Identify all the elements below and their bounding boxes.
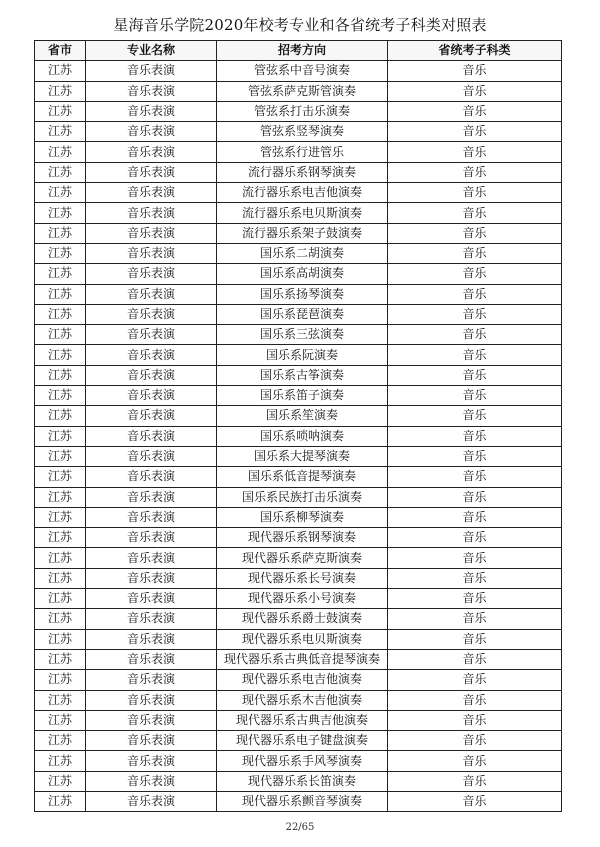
table-row <box>35 771 562 791</box>
table-row <box>35 426 562 446</box>
cell-direction: 流行器乐系电贝斯演奏 <box>217 203 388 223</box>
table-row <box>35 710 562 730</box>
cell-province: 江苏 <box>35 629 86 649</box>
cell-province: 江苏 <box>35 345 86 365</box>
cell-exam-category: 音乐 <box>388 304 562 324</box>
cell-direction: 现代器乐系小号演奏 <box>217 589 388 609</box>
cell-province: 江苏 <box>35 101 86 121</box>
cell-major-name: 音乐表演 <box>86 345 217 365</box>
cell-province: 江苏 <box>35 568 86 588</box>
cell-major-name: 音乐表演 <box>86 264 217 284</box>
cell-exam-category: 音乐 <box>388 223 562 243</box>
cell-province: 江苏 <box>35 649 86 669</box>
table-row <box>35 731 562 751</box>
cell-major-name: 音乐表演 <box>86 61 217 81</box>
cell-province: 江苏 <box>35 284 86 304</box>
cell-major-name: 音乐表演 <box>86 609 217 629</box>
cell-exam-category: 音乐 <box>388 81 562 101</box>
table-row <box>35 284 562 304</box>
cell-major-name: 音乐表演 <box>86 81 217 101</box>
cell-province: 江苏 <box>35 609 86 629</box>
cell-province: 江苏 <box>35 264 86 284</box>
cell-exam-category: 音乐 <box>388 426 562 446</box>
cell-province: 江苏 <box>35 487 86 507</box>
cell-major-name: 音乐表演 <box>86 162 217 182</box>
cell-direction: 管弦系竖琴演奏 <box>217 122 388 142</box>
table-row <box>35 649 562 669</box>
cell-exam-category: 音乐 <box>388 264 562 284</box>
cell-province: 江苏 <box>35 690 86 710</box>
cell-major-name: 音乐表演 <box>86 670 217 690</box>
table-row <box>35 264 562 284</box>
cell-direction: 国乐系柳琴演奏 <box>217 507 388 527</box>
table-row <box>35 122 562 142</box>
cell-direction: 国乐系笙演奏 <box>217 406 388 426</box>
cell-direction: 国乐系民族打击乐演奏 <box>217 487 388 507</box>
cell-province: 江苏 <box>35 243 86 263</box>
cell-major-name: 音乐表演 <box>86 122 217 142</box>
table-row <box>35 609 562 629</box>
cell-exam-category: 音乐 <box>388 203 562 223</box>
cell-direction: 国乐系阮演奏 <box>217 345 388 365</box>
table-row <box>35 101 562 121</box>
cell-major-name: 音乐表演 <box>86 101 217 121</box>
cell-exam-category: 音乐 <box>388 568 562 588</box>
cell-direction: 管弦系中音号演奏 <box>217 61 388 81</box>
cell-province: 江苏 <box>35 771 86 791</box>
table-row <box>35 386 562 406</box>
cell-exam-category: 音乐 <box>388 406 562 426</box>
table-row <box>35 304 562 324</box>
cell-major-name: 音乐表演 <box>86 751 217 771</box>
cell-major-name: 音乐表演 <box>86 690 217 710</box>
cell-exam-category: 音乐 <box>388 528 562 548</box>
document-title: 星海音乐学院2020年校考专业和各省统考子科类对照表 <box>113 16 487 34</box>
cell-major-name: 音乐表演 <box>86 386 217 406</box>
cell-major-name: 音乐表演 <box>86 223 217 243</box>
cell-province: 江苏 <box>35 406 86 426</box>
cell-direction: 国乐系古筝演奏 <box>217 365 388 385</box>
header-direction: 招考方向 <box>217 41 388 61</box>
cell-exam-category: 音乐 <box>388 467 562 487</box>
cell-direction: 国乐系三弦演奏 <box>217 325 388 345</box>
cell-major-name: 音乐表演 <box>86 304 217 324</box>
cell-direction: 现代器乐系古典低音提琴演奏 <box>217 649 388 669</box>
cell-direction: 流行器乐系电吉他演奏 <box>217 183 388 203</box>
cell-major-name: 音乐表演 <box>86 446 217 466</box>
cell-major-name: 音乐表演 <box>86 487 217 507</box>
table-row <box>35 507 562 527</box>
cell-direction: 现代器乐系颤音琴演奏 <box>217 791 388 811</box>
cell-exam-category: 音乐 <box>388 771 562 791</box>
cell-direction: 现代器乐系长号演奏 <box>217 568 388 588</box>
cell-major-name: 音乐表演 <box>86 426 217 446</box>
cell-exam-category: 音乐 <box>388 589 562 609</box>
cell-major-name: 音乐表演 <box>86 142 217 162</box>
cell-major-name: 音乐表演 <box>86 365 217 385</box>
cell-exam-category: 音乐 <box>388 386 562 406</box>
table-row <box>35 548 562 568</box>
cell-major-name: 音乐表演 <box>86 325 217 345</box>
cell-direction: 国乐系唢呐演奏 <box>217 426 388 446</box>
table-row <box>35 223 562 243</box>
cell-exam-category: 音乐 <box>388 183 562 203</box>
cell-major-name: 音乐表演 <box>86 568 217 588</box>
cell-major-name: 音乐表演 <box>86 183 217 203</box>
table-row <box>35 142 562 162</box>
cell-major-name: 音乐表演 <box>86 406 217 426</box>
cell-exam-category: 音乐 <box>388 365 562 385</box>
cell-direction: 现代器乐系钢琴演奏 <box>217 528 388 548</box>
cell-province: 江苏 <box>35 325 86 345</box>
cell-exam-category: 音乐 <box>388 284 562 304</box>
cell-direction: 现代器乐系长笛演奏 <box>217 771 388 791</box>
header-row <box>35 41 562 61</box>
cell-province: 江苏 <box>35 548 86 568</box>
table-row <box>35 345 562 365</box>
cell-direction: 管弦系行进管乐 <box>217 142 388 162</box>
cell-exam-category: 音乐 <box>388 101 562 121</box>
cell-province: 江苏 <box>35 751 86 771</box>
cell-province: 江苏 <box>35 304 86 324</box>
table-row <box>35 690 562 710</box>
cell-exam-category: 音乐 <box>388 751 562 771</box>
major-mapping-table <box>34 40 562 812</box>
cell-province: 江苏 <box>35 791 86 811</box>
cell-direction: 国乐系琵琶演奏 <box>217 304 388 324</box>
cell-exam-category: 音乐 <box>388 243 562 263</box>
table-body <box>35 61 562 812</box>
cell-exam-category: 音乐 <box>388 487 562 507</box>
cell-direction: 现代器乐系萨克斯演奏 <box>217 548 388 568</box>
cell-direction: 现代器乐系爵士鼓演奏 <box>217 609 388 629</box>
cell-exam-category: 音乐 <box>388 325 562 345</box>
cell-exam-category: 音乐 <box>388 345 562 365</box>
cell-major-name: 音乐表演 <box>86 771 217 791</box>
cell-major-name: 音乐表演 <box>86 589 217 609</box>
cell-direction: 管弦系萨克斯管演奏 <box>217 81 388 101</box>
cell-province: 江苏 <box>35 365 86 385</box>
cell-direction: 流行器乐系钢琴演奏 <box>217 162 388 182</box>
cell-exam-category: 音乐 <box>388 649 562 669</box>
table-row <box>35 589 562 609</box>
cell-province: 江苏 <box>35 446 86 466</box>
cell-major-name: 音乐表演 <box>86 203 217 223</box>
cell-direction: 现代器乐系手风琴演奏 <box>217 751 388 771</box>
table-row <box>35 446 562 466</box>
table-row <box>35 243 562 263</box>
cell-exam-category: 音乐 <box>388 791 562 811</box>
cell-direction: 现代器乐系古典吉他演奏 <box>217 710 388 730</box>
cell-province: 江苏 <box>35 589 86 609</box>
cell-major-name: 音乐表演 <box>86 507 217 527</box>
table-row <box>35 61 562 81</box>
table-row <box>35 629 562 649</box>
cell-province: 江苏 <box>35 61 86 81</box>
cell-province: 江苏 <box>35 426 86 446</box>
table-row <box>35 183 562 203</box>
cell-direction: 管弦系打击乐演奏 <box>217 101 388 121</box>
cell-major-name: 音乐表演 <box>86 731 217 751</box>
cell-exam-category: 音乐 <box>388 710 562 730</box>
table-row <box>35 670 562 690</box>
table-row <box>35 325 562 345</box>
table-row <box>35 406 562 426</box>
cell-major-name: 音乐表演 <box>86 710 217 730</box>
cell-province: 江苏 <box>35 467 86 487</box>
table-header <box>35 41 562 61</box>
cell-province: 江苏 <box>35 183 86 203</box>
cell-direction: 现代器乐系电贝斯演奏 <box>217 629 388 649</box>
table-row <box>35 568 562 588</box>
header-major-name: 专业名称 <box>86 41 217 61</box>
cell-direction: 流行器乐系架子鼓演奏 <box>217 223 388 243</box>
cell-direction: 国乐系扬琴演奏 <box>217 284 388 304</box>
table-row <box>35 487 562 507</box>
table-row <box>35 528 562 548</box>
cell-direction: 现代器乐系电子键盘演奏 <box>217 731 388 751</box>
cell-exam-category: 音乐 <box>388 609 562 629</box>
cell-province: 江苏 <box>35 223 86 243</box>
cell-major-name: 音乐表演 <box>86 284 217 304</box>
cell-exam-category: 音乐 <box>388 629 562 649</box>
cell-major-name: 音乐表演 <box>86 243 217 263</box>
cell-exam-category: 音乐 <box>388 122 562 142</box>
cell-exam-category: 音乐 <box>388 61 562 81</box>
cell-direction: 现代器乐系电吉他演奏 <box>217 670 388 690</box>
cell-province: 江苏 <box>35 162 86 182</box>
page-number: 22/65 <box>285 822 315 833</box>
cell-province: 江苏 <box>35 507 86 527</box>
cell-exam-category: 音乐 <box>388 507 562 527</box>
cell-province: 江苏 <box>35 528 86 548</box>
cell-province: 江苏 <box>35 122 86 142</box>
table-row <box>35 365 562 385</box>
cell-province: 江苏 <box>35 203 86 223</box>
cell-province: 江苏 <box>35 142 86 162</box>
cell-major-name: 音乐表演 <box>86 629 217 649</box>
cell-exam-category: 音乐 <box>388 446 562 466</box>
cell-exam-category: 音乐 <box>388 548 562 568</box>
cell-major-name: 音乐表演 <box>86 528 217 548</box>
cell-major-name: 音乐表演 <box>86 791 217 811</box>
table-row <box>35 791 562 811</box>
cell-exam-category: 音乐 <box>388 142 562 162</box>
cell-direction: 国乐系大提琴演奏 <box>217 446 388 466</box>
cell-major-name: 音乐表演 <box>86 548 217 568</box>
cell-province: 江苏 <box>35 731 86 751</box>
cell-province: 江苏 <box>35 81 86 101</box>
cell-province: 江苏 <box>35 670 86 690</box>
cell-major-name: 音乐表演 <box>86 467 217 487</box>
table-row <box>35 203 562 223</box>
header-province: 省市 <box>35 41 86 61</box>
cell-exam-category: 音乐 <box>388 162 562 182</box>
cell-exam-category: 音乐 <box>388 670 562 690</box>
cell-province: 江苏 <box>35 386 86 406</box>
cell-direction: 国乐系高胡演奏 <box>217 264 388 284</box>
table-row <box>35 162 562 182</box>
cell-direction: 国乐系低音提琴演奏 <box>217 467 388 487</box>
cell-exam-category: 音乐 <box>388 690 562 710</box>
table-row <box>35 467 562 487</box>
cell-direction: 现代器乐系木吉他演奏 <box>217 690 388 710</box>
cell-province: 江苏 <box>35 710 86 730</box>
table-row <box>35 81 562 101</box>
cell-exam-category: 音乐 <box>388 731 562 751</box>
header-exam-category: 省统考子科类 <box>388 41 562 61</box>
cell-direction: 国乐系二胡演奏 <box>217 243 388 263</box>
table-row <box>35 751 562 771</box>
cell-major-name: 音乐表演 <box>86 649 217 669</box>
cell-direction: 国乐系笛子演奏 <box>217 386 388 406</box>
